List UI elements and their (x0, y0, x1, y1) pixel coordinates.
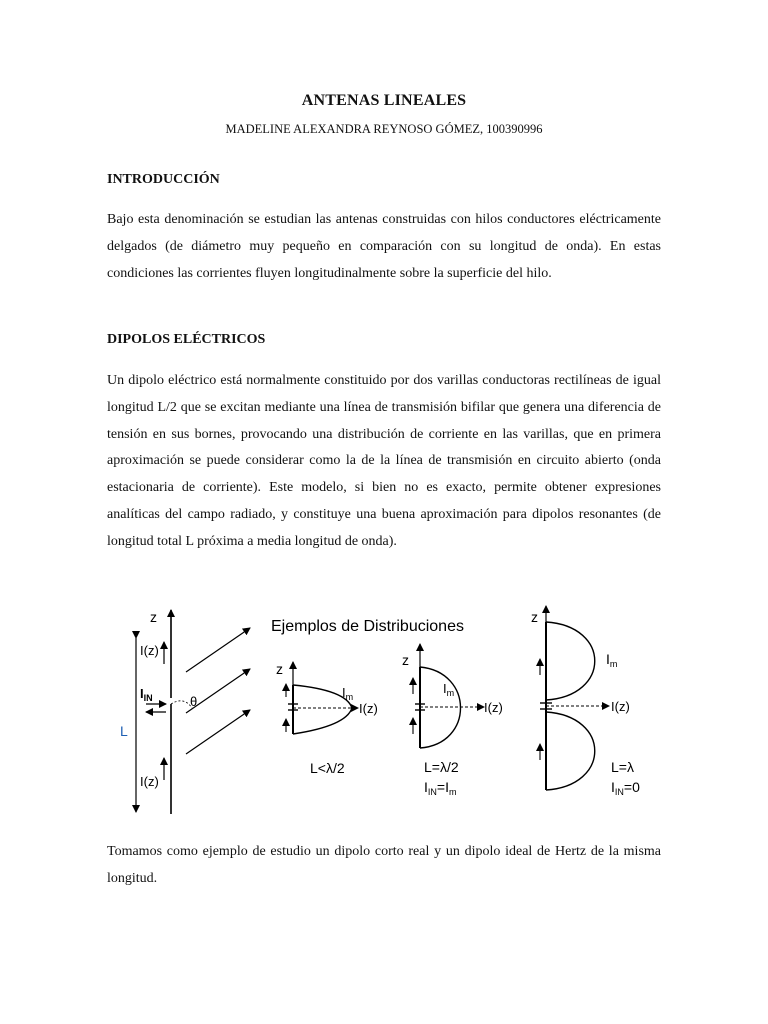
full-caption: L=λ (611, 759, 634, 775)
section-heading-introduccion: INTRODUCCIÓN (107, 172, 220, 187)
dipole-distributions-figure (106, 600, 662, 822)
full-im-label: $I_m$ (606, 651, 618, 669)
full-caption-2: $I_{IN}=0$ (611, 779, 640, 797)
current-top-label: I(z) (140, 643, 159, 658)
radiation-ray-3 (186, 710, 250, 754)
paragraph-introduccion: Bajo esta denominación se estudian las antenas construidas con hilos conductores eléctricamente delgados (de diámetro muy pequeño en comparación con su longitud de onda). En estas condiciones las corrientes fluyen longitudinalmente sobre la superficie del hilo. (107, 212, 661, 281)
document-title: ANTENAS LINEALES (301, 92, 467, 109)
paragraph-dipolos: Un dipolo eléctrico está normalmente constituido por dos varillas conductoras rectilíneas de igual longitud L/2 que se excitan mediante una línea de transmisión bifilar que genera una diferencia de tensión en sus bornes, provocando una distribución de corriente en las varillas, que en primera aproximación se puede considerar como la de la línea de transmisión en circuito abierto (onda estacionaria de corriente). Este modelo, si bien no es exacto, permite obtener expresiones analíticas del campo radiado, y constituye una buena aproximación para dipolos resonantes (de longitud total L próxima a media longitud de onda). (107, 373, 661, 549)
half-caption-2: $I_{IN}=I_m$ (424, 779, 457, 797)
full-iz-label: I(z) (611, 699, 630, 714)
short-iz-label: I(z) (359, 701, 378, 716)
closing-paragraph: Tomamos como ejemplo de estudio un dipolo corto real y un dipolo ideal de Hertz de la misma longitud. (107, 844, 661, 886)
left-z-label: z (150, 609, 157, 625)
section-heading-dipolos: DIPOLOS ELÉCTRICOS (107, 332, 266, 347)
document-author: MADELINE ALEXANDRA REYNOSO GÓMEZ, 100390996 (225, 122, 543, 136)
theta-arc (171, 701, 192, 708)
input-current-label: $I_{IN}$ (140, 686, 153, 703)
short-caption: L<λ/2 (310, 760, 345, 776)
full-lower-lobe (546, 712, 595, 790)
full-z-label: z (531, 609, 538, 625)
radiation-ray-2 (186, 669, 250, 713)
current-bottom-label: I(z) (140, 774, 159, 789)
half-caption: L=λ/2 (424, 759, 459, 775)
radiation-ray-1 (186, 628, 250, 672)
half-im-label: $I_m$ (443, 681, 455, 698)
short-dipole-diagram (276, 661, 378, 776)
full-upper-lobe (546, 622, 595, 700)
theta-label: θ (190, 694, 198, 709)
short-im-label: $I_m$ (342, 685, 354, 702)
short-z-label: z (276, 661, 283, 677)
figure-title: Ejemplos de Distribuciones (271, 618, 464, 635)
half-iz-label: I(z) (484, 700, 503, 715)
half-wave-dipole-diagram (402, 644, 503, 797)
length-L-label: L (120, 723, 128, 739)
half-z-label: z (402, 652, 409, 668)
full-wave-dipole-diagram (531, 606, 640, 797)
left-dipole-diagram (120, 609, 250, 814)
